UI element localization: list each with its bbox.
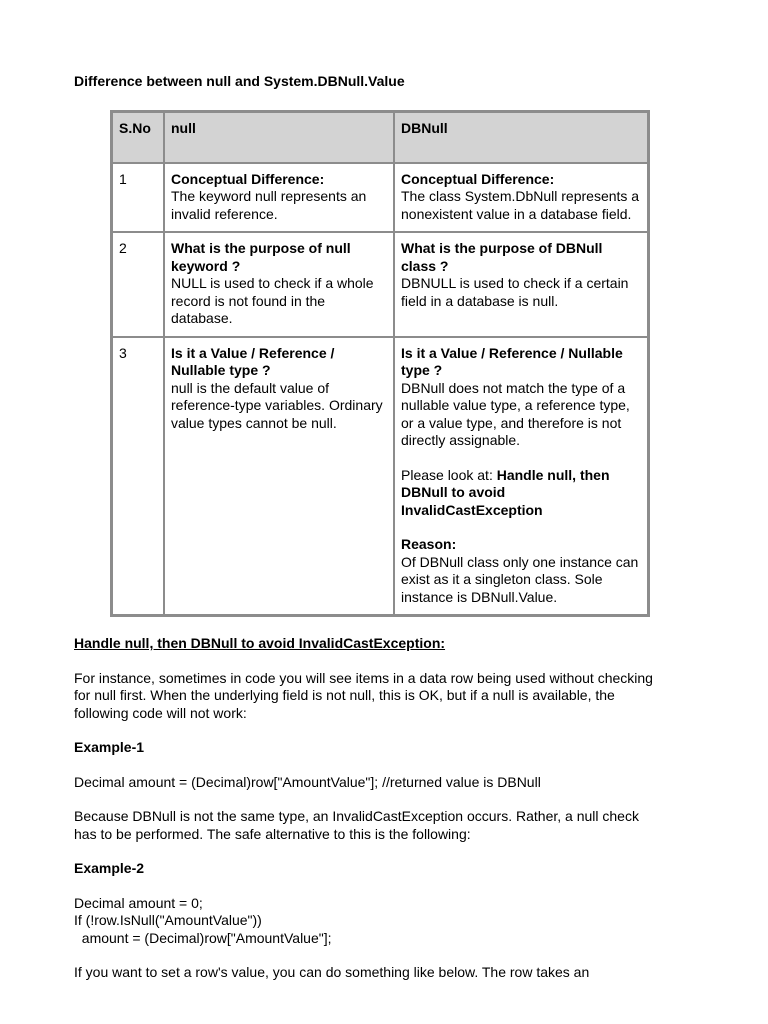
header-dbnull: DBNull — [394, 112, 648, 163]
row-dbnull-heading: What is the purpose of DBNull class ? — [401, 240, 603, 274]
example2-code — [74, 895, 654, 948]
row-sno: 2 — [112, 232, 164, 337]
row-dbnull-look — [401, 467, 641, 520]
row-dbnull-cell — [394, 232, 648, 337]
document-title: Difference between null and System.DBNull.Value — [74, 73, 405, 89]
table-row — [112, 337, 648, 616]
row-null-heading: What is the purpose of null keyword ? — [171, 240, 351, 274]
document-page — [74, 73, 654, 982]
comparison-table — [110, 110, 650, 618]
row-dbnull-text: The class System.DbNull represents a nonexistent value in a database field. — [401, 188, 640, 222]
row-dbnull-cell — [394, 337, 648, 616]
code-line: If (!row.IsNull("AmountValue")) — [74, 912, 262, 928]
row-null-cell — [164, 163, 394, 233]
row-null-cell — [164, 337, 394, 616]
example1-label: Example-1 — [74, 739, 145, 755]
table-row — [112, 163, 648, 233]
row-dbnull-text: DBNULL is used to check if a certain field in a database is null. — [401, 275, 629, 309]
code-line: amount = (Decimal)row["AmountValue"]; — [74, 929, 332, 946]
header-sno: S.No — [112, 112, 164, 163]
row-null-text: The keyword null represents an invalid reference. — [171, 188, 367, 222]
row-null-text: NULL is used to check if a whole record is not found in the database. — [171, 275, 374, 326]
code-line: Decimal amount = 0; — [74, 894, 203, 911]
section-heading: Handle null, then DBNull to avoid InvalidCastException: — [74, 635, 446, 651]
row-dbnull-heading: Conceptual Difference: — [401, 170, 555, 187]
table-header-row — [112, 112, 648, 163]
handle-null-link[interactable]: Handle null, then DBNull to avoid InvalidCastException — [401, 466, 610, 518]
look-prefix: Please look at: — [401, 466, 497, 483]
explain-paragraph: Because DBNull is not the same type, an InvalidCastException occurs. Rather, a null check has to be performed. The safe alternative to this is the following: — [74, 808, 639, 842]
row-dbnull-heading: Is it a Value / Reference / Nullable type ? — [401, 344, 623, 378]
example1-code: Decimal amount = (Decimal)row["AmountValue"]; //returned value is DBNull — [74, 773, 541, 790]
reason-heading: Reason: — [401, 536, 457, 552]
row-null-text: null is the default value of reference-type variables. Ordinary value types cannot be null. — [171, 379, 383, 431]
row-dbnull-text: DBNull does not match the type of a nullable value type, a reference type, or a value type, and therefore is not directly assignable. — [401, 379, 630, 448]
row-sno: 3 — [112, 337, 164, 616]
closing-paragraph: If you want to set a row's value, you can do something like below. The row takes an — [74, 964, 590, 980]
table-row — [112, 232, 648, 337]
row-sno: 1 — [112, 163, 164, 233]
intro-paragraph: For instance, sometimes in code you will see items in a data row being used without checking for null first. When the underlying field is not null, this is OK, but if a null is available, the following code will not work: — [74, 669, 653, 721]
row-null-heading: Is it a Value / Reference / Nullable type ? — [171, 344, 335, 378]
reason-text: Of DBNull class only one instance can exist as it a singleton class. Sole instance is DBNull.Value. — [401, 553, 639, 605]
header-null: null — [164, 112, 394, 163]
row-dbnull-cell — [394, 163, 648, 233]
row-null-cell — [164, 232, 394, 337]
row-null-heading: Conceptual Difference: — [171, 170, 325, 187]
example2-label: Example-2 — [74, 860, 145, 876]
